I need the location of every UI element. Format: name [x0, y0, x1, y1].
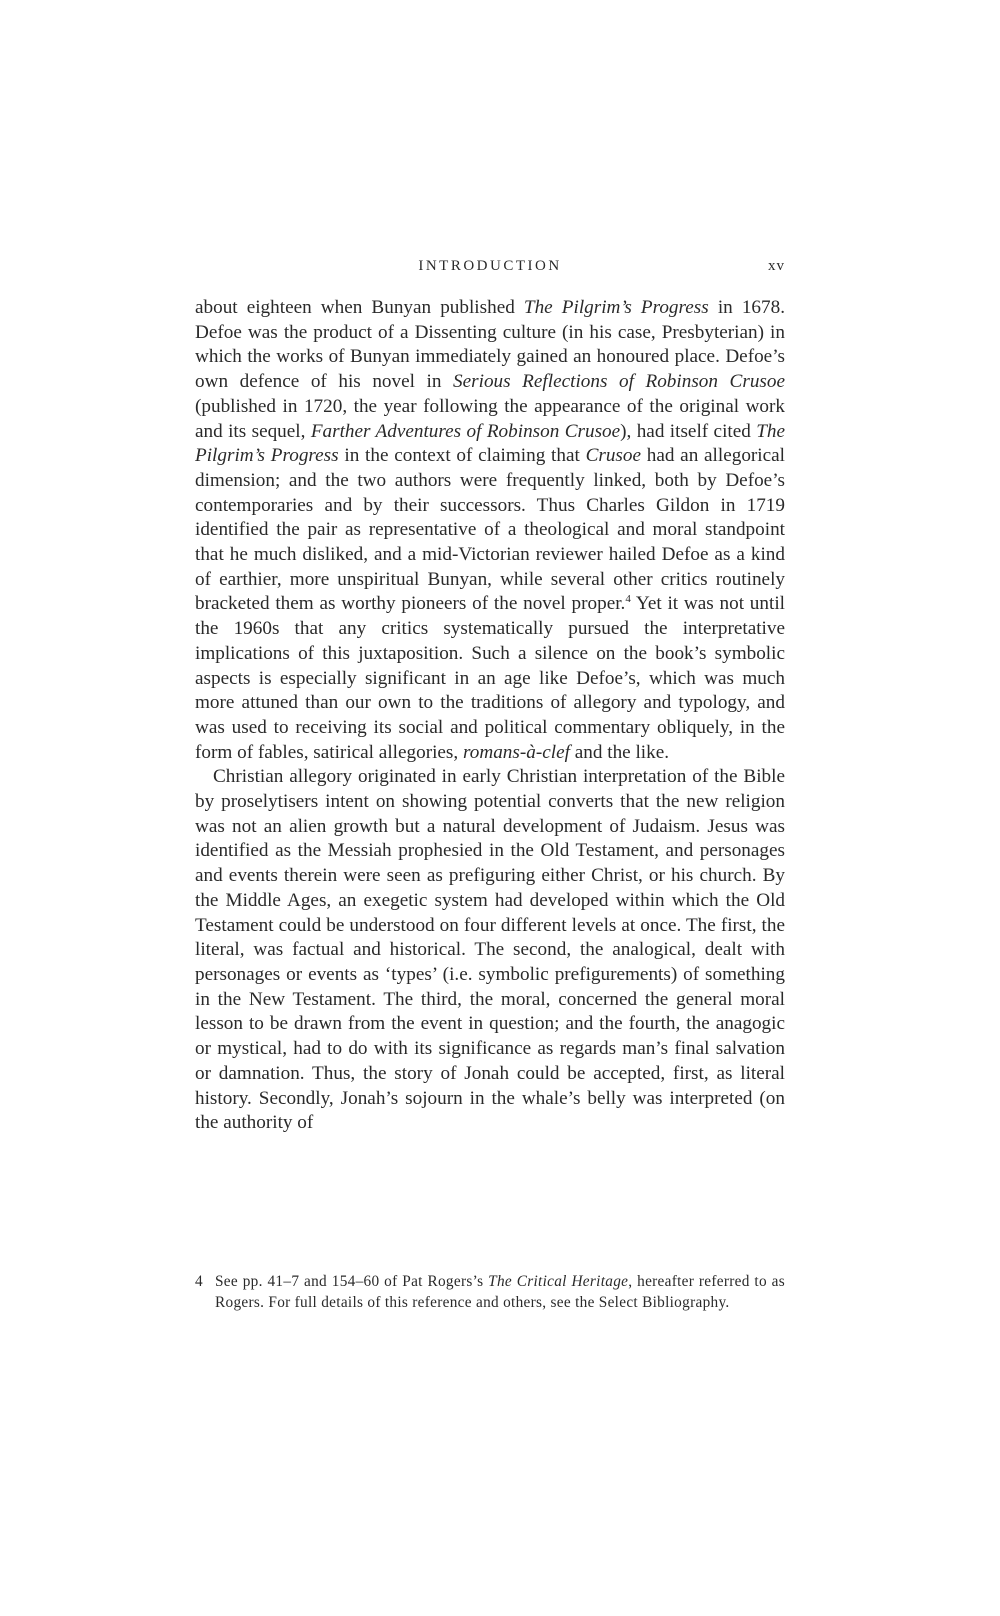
body-text	[195, 296, 785, 1136]
text-run: had an allegorical dimension; and the two authors were frequently linked, both by Defoe’s contemporaries and by their successors. Thus Charles Gildon in 1719 identified the pair as representative of a theological and moral standpoint that he much disliked, and a mid-Victorian reviewer hailed Defoe as a kind of earthier, more unspiritual Bunyan, while several other critics routinely bracketed them as worthy pioneers of the novel proper.	[195, 445, 786, 615]
running-head: INTRODUCTION	[418, 258, 562, 274]
text-run: (published in 1720, the year following the appearance of the original work and its sequel,	[195, 395, 785, 442]
text-run: See pp. 41–7 and 154–60 of Pat Rogers’s	[215, 1273, 489, 1290]
page-header	[195, 258, 785, 284]
text-run: about eighteen when Bunyan published	[195, 297, 524, 318]
text-run: and the like.	[569, 741, 670, 763]
text-run: , hereafter referred to as Rogers. For full details of this reference and others, see the Select Bibliography.	[215, 1273, 786, 1311]
footnote-ref: 4	[625, 593, 631, 606]
page-number: xv	[768, 258, 785, 274]
italic-text: Crusoe	[585, 445, 641, 467]
text-run: in 1678. Defoe was the product of a Dissenting culture (in his case, Presbyterian) in which the works of Bunyan immediately gained an honoured place. Defoe’s own defence of his novel in	[195, 297, 785, 393]
text-run: Yet it was not until the 1960s that any critics systematically pursued the interpretative implications of this juxtaposition. Such a silence on the book’s symbolic aspects is especially significant in an age like Defoe’s, which was much more attuned than our own to the traditions of allegory and typology, and was used to receiving its social and political commentary obliquely, in the form of fables, satirical allegories,	[195, 593, 785, 763]
italic-text: Serious Reflections of Robinson Crusoe	[453, 371, 785, 393]
text-run: ), had itself cited	[620, 420, 757, 442]
paragraph	[195, 296, 785, 765]
text-run: Christian allegory originated in early Christian interpretation of the Bible by proselytisers intent on showing potential converts that the new religion was not an alien growth but a natural development of Judaism. Jesus was identified as the Messiah prophesied in the Old Testament, and personages and events therein were seen as prefiguring either Christ, or his church. By the Middle Ages, an exegetic system had developed within which the Old Testament could be understood on four different levels at once. The first, the literal, was factual and historical. The second, the analogical, dealt with personages or events as ‘types’ (i.e. symbolic prefigurements) of something in the New Testament. The third, the moral, concerned the general moral lesson to be drawn from the event in question; and the fourth, the anagogic or mystical, had to do with its significance as regards man’s final salvation or damnation. Thus, the story of Jonah could be accepted, first, as literal history. Secondly, Jonah’s sojourn in the whale’s belly was interpreted (on the authority of	[195, 766, 785, 1134]
italic-text: romans-à-clef	[463, 741, 570, 763]
text-run: in the context of claiming that	[338, 445, 586, 467]
italic-text: The Critical Heritage	[488, 1273, 629, 1290]
paragraph	[195, 765, 785, 1136]
italic-text: Farther Adventures of Robinson Crusoe	[310, 420, 621, 442]
footnote	[195, 1272, 785, 1313]
italic-text: The Pilgrim’s Progress	[523, 297, 709, 318]
italic-text: The Pilgrim’s Progress	[195, 420, 786, 467]
footnote-text	[215, 1272, 785, 1313]
footnote-number: 4	[195, 1273, 203, 1290]
